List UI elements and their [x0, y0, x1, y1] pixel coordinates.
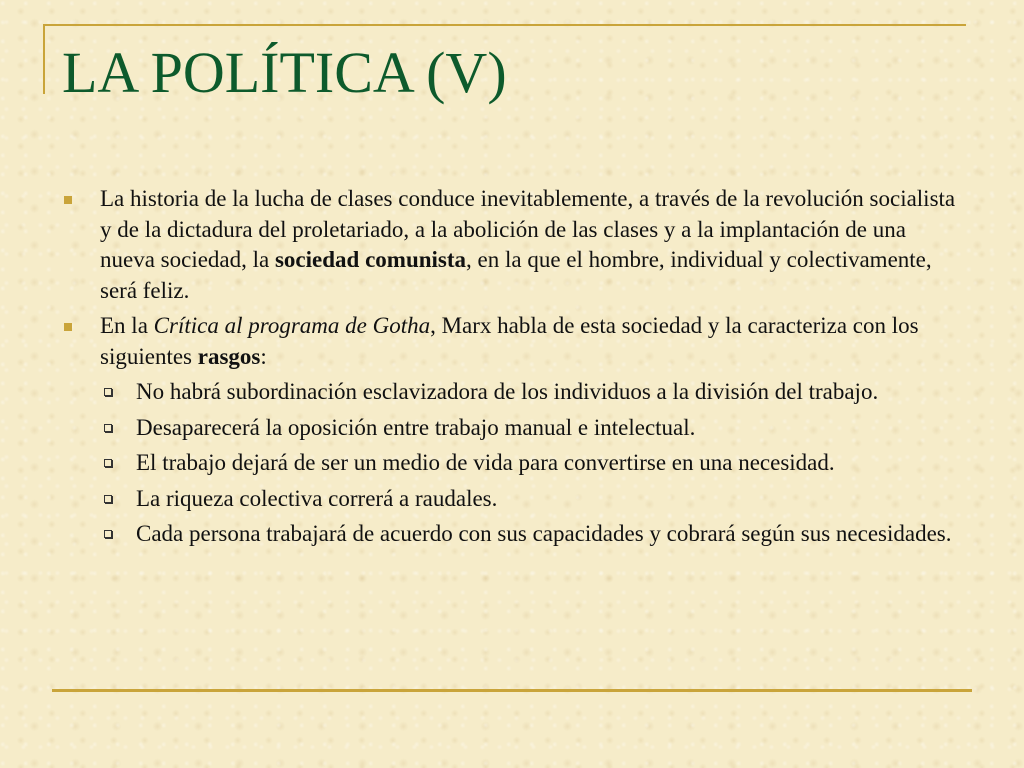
bullet-text: , Marx habla de esta sociedad y la caracteriza con los siguientes [100, 313, 919, 369]
sub-bullet-text: Cada persona trabajará de acuerdo con sus capacidades y cobrará según sus necesidades. [136, 521, 952, 546]
bullet-text: La historia de la lucha de clases conduce inevitablemente, a través de la revolución socialista y de la dictadura del proletariado, a la abolición de las clases y a la implantación de una nueva sociedad, la [100, 186, 956, 272]
slide-title: LA POLÍTICA (V) [62, 40, 507, 105]
hollow-square-bullet-icon [104, 459, 112, 467]
sub-bullet-item [62, 413, 962, 444]
hollow-square-bullet-icon [104, 388, 112, 396]
sub-bullet-text: No habrá subordinación esclavizadora de los individuos a la división del trabajo. [136, 379, 879, 404]
sub-bullet-item [62, 448, 962, 479]
bullet-item-historia [62, 184, 962, 306]
hollow-square-bullet-icon [104, 495, 112, 503]
title-frame-vertical-line [43, 24, 45, 94]
bullet-item-gotha [62, 311, 962, 372]
bullet-text: , en la que el hombre, individual y colectivamente, será feliz. [100, 247, 932, 303]
bullet-text: : [260, 343, 267, 369]
slide-body [62, 184, 962, 555]
title-frame-top-line [43, 24, 966, 26]
bullet-text: En la [100, 313, 154, 338]
bold-term: sociedad comunista [274, 247, 467, 272]
sub-bullet-item [62, 377, 962, 408]
sub-bullet-text: El trabajo dejará de ser un medio de vida para convertirse en una necesidad. [136, 450, 835, 475]
hollow-square-bullet-icon [104, 530, 112, 538]
square-bullet-icon [64, 323, 72, 331]
bold-term: rasgos [197, 343, 261, 369]
square-bullet-icon [64, 196, 72, 204]
italic-work-title: Crítica al programa de Gotha [153, 313, 431, 338]
sub-bullet-text: La riqueza colectiva correrá a raudales. [136, 485, 498, 511]
sub-bullet-item [62, 484, 962, 515]
sub-bullet-text: Desaparecerá la oposición entre trabajo manual e intelectual. [136, 414, 696, 440]
bottom-divider-line [52, 689, 972, 692]
sub-bullet-item [62, 519, 962, 550]
hollow-square-bullet-icon [104, 424, 112, 432]
